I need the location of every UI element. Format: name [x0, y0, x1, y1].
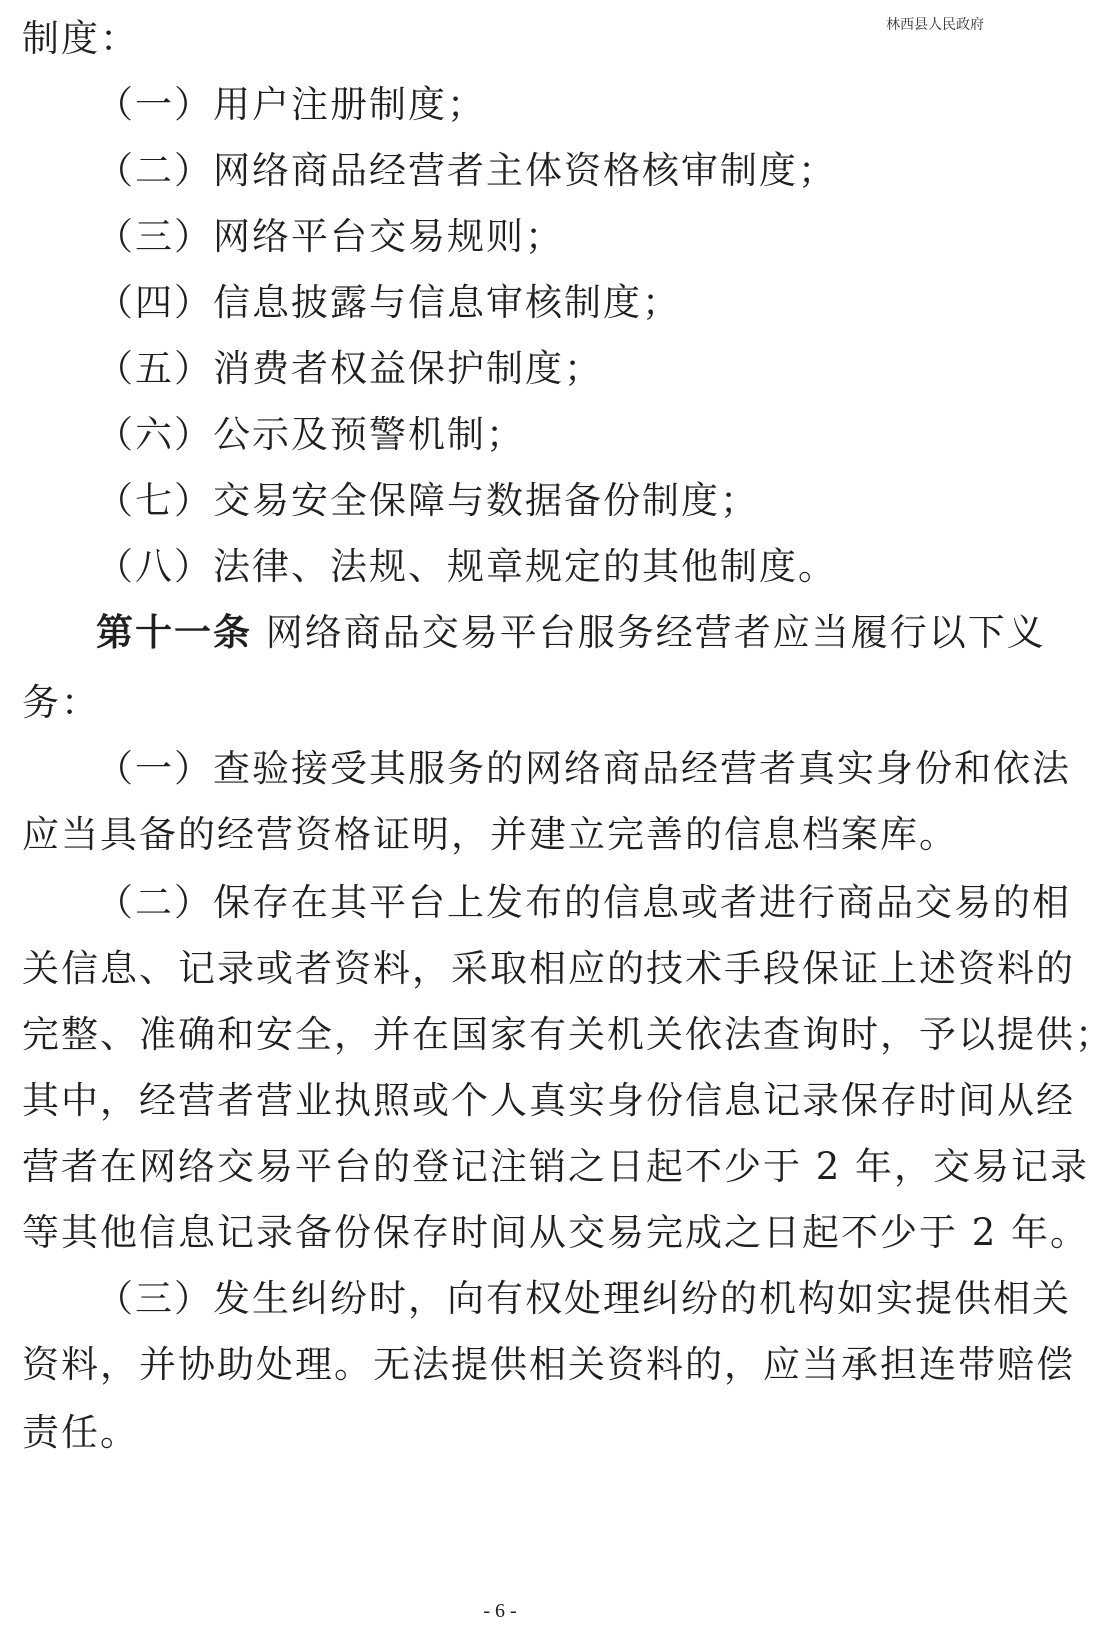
paragraph-line: （三）发生纠纷时，向有权处理纠纷的机构如实提供相关	[96, 1277, 1071, 1320]
list-item: （二）网络商品经营者主体资格核审制度；	[96, 149, 837, 192]
paragraph-line: 营者在网络交易平台的登记注销之日起不少于 2 年，交易记录	[22, 1145, 1090, 1188]
list-item: （七）交易安全保障与数据备份制度；	[96, 479, 759, 522]
paragraph-line: （二）保存在其平台上发布的信息或者进行商品交易的相	[96, 881, 1071, 924]
paragraph-line: （一）查验接受其服务的网络商品经营者真实身份和依法	[96, 747, 1071, 790]
list-item: （五）消费者权益保护制度；	[96, 347, 603, 390]
paragraph-line: 其中，经营者营业执照或个人真实身份信息记录保存时间从经	[22, 1079, 1075, 1122]
paragraph-line: 等其他信息记录备份保存时间从交易完成之日起不少于 2 年。	[22, 1211, 1090, 1254]
list-item: （三）网络平台交易规则；	[96, 215, 564, 258]
article-line	[0, 610, 1046, 656]
paragraph-line: 资料，并协助处理。无法提供相关资料的，应当承担连带赔偿	[22, 1343, 1075, 1386]
page-number: - 6 -	[483, 1600, 517, 1622]
list-item: （四）信息披露与信息审核制度；	[96, 281, 681, 324]
article-text: 网络商品交易平台服务经营者应当履行以下义	[265, 611, 1046, 654]
paragraph-line: 责任。	[22, 1411, 139, 1454]
text-line: 制度：	[22, 17, 139, 60]
list-item: （一）用户注册制度；	[96, 83, 486, 126]
list-item: （六）公示及预警机制；	[96, 413, 525, 456]
list-item: （八）法律、法规、规章规定的其他制度。	[96, 545, 837, 588]
paragraph-line: 关信息、记录或者资料，采取相应的技术手段保证上述资料的	[22, 947, 1075, 990]
text-line: 务：	[22, 681, 100, 724]
paragraph-line: 完整、准确和安全，并在国家有关机关依法查询时，予以提供；	[22, 1013, 1114, 1056]
paragraph-line: 应当具备的经营资格证明，并建立完善的信息档案库。	[22, 813, 958, 856]
article-heading: 第十一条	[96, 611, 252, 654]
watermark: 林西县人民政府	[886, 17, 984, 33]
